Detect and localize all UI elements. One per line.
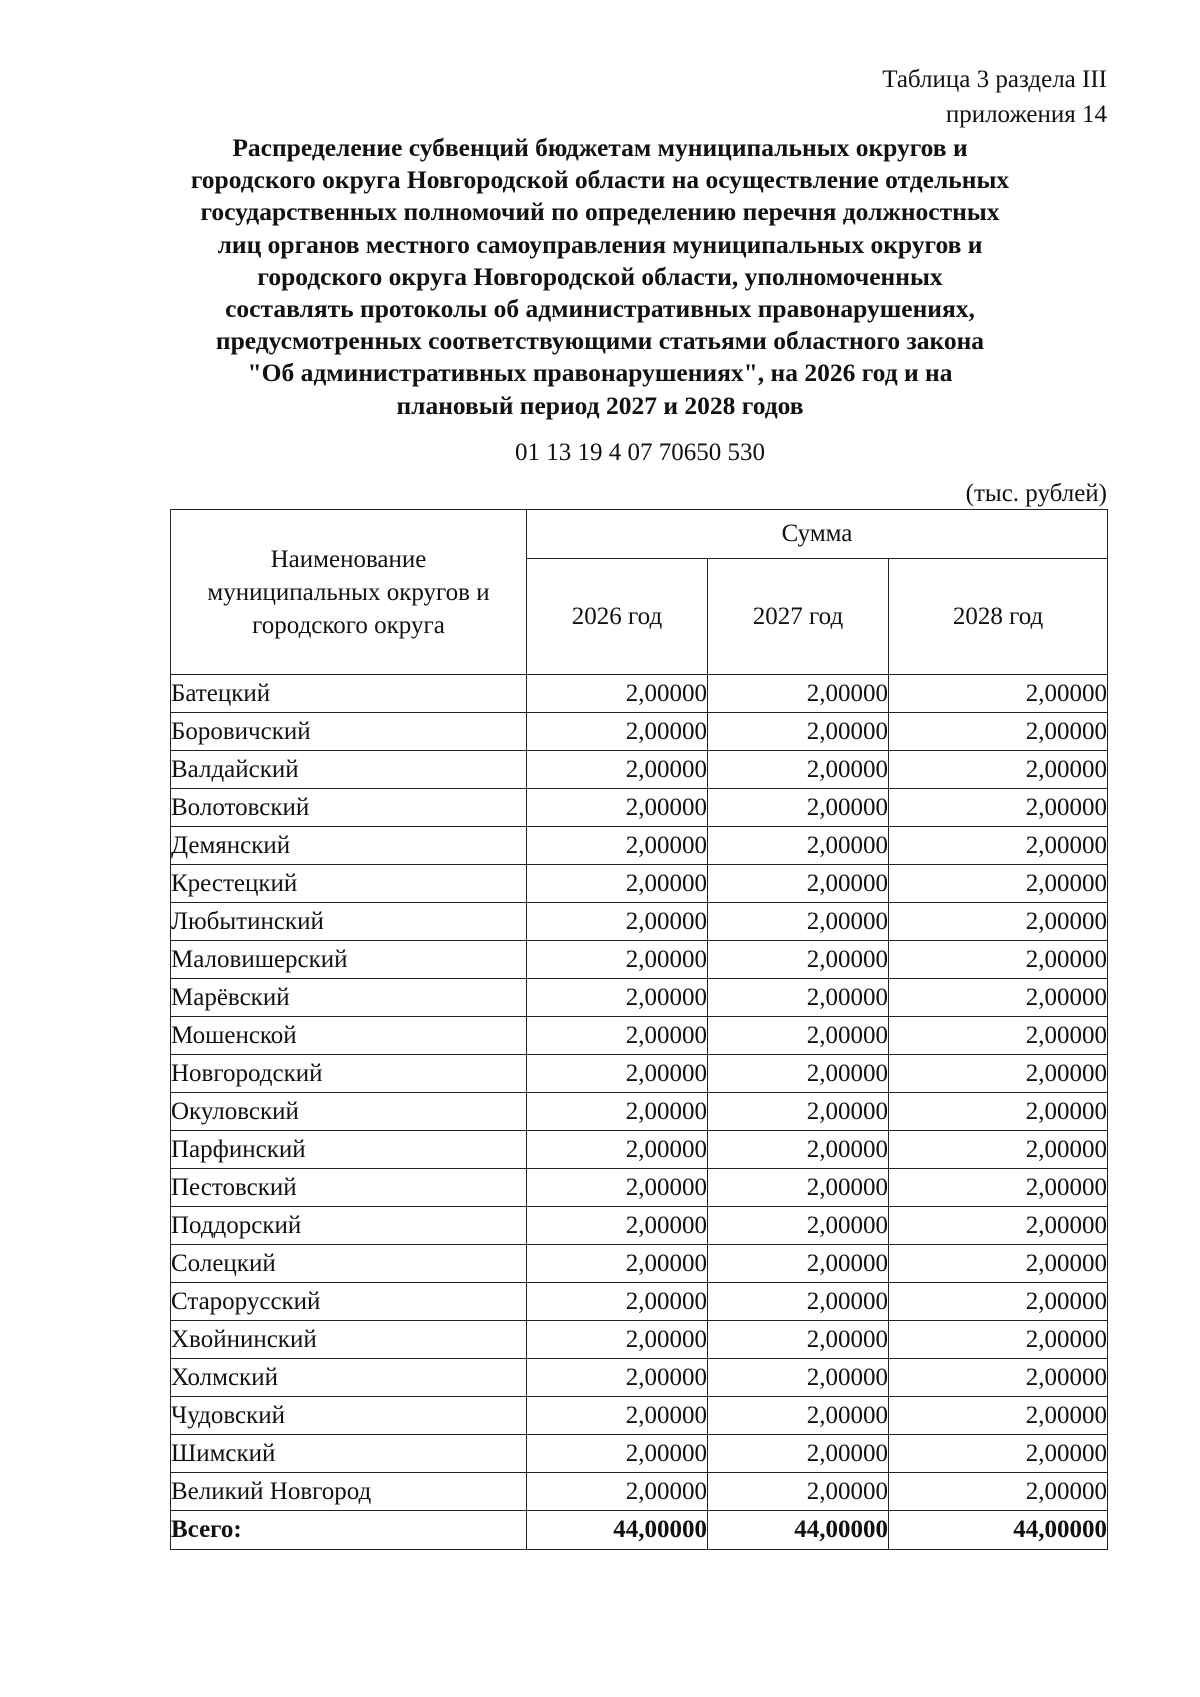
district-name: Демянский bbox=[171, 827, 527, 865]
table-row bbox=[171, 1283, 1108, 1321]
units-label: (тыс. рублей) bbox=[965, 480, 1107, 507]
column-header-2028: 2028 год bbox=[889, 559, 1108, 675]
district-name: Валдайский bbox=[171, 751, 527, 789]
value-2028: 2,00000 bbox=[889, 1359, 1108, 1397]
value-2028: 2,00000 bbox=[889, 675, 1108, 713]
district-name: Парфинский bbox=[171, 1131, 527, 1169]
table-row bbox=[171, 979, 1108, 1017]
title-line: лиц органов местного самоуправления муниципальных округов и bbox=[217, 229, 983, 259]
table-row bbox=[171, 1397, 1108, 1435]
value-2027: 2,00000 bbox=[708, 675, 889, 713]
title-line: предусмотренных соответствующими статьями областного закона bbox=[215, 326, 985, 356]
total-row bbox=[171, 1511, 1108, 1550]
value-2026: 2,00000 bbox=[527, 1321, 708, 1359]
title-line: государственных полномочий по определению перечня должностных bbox=[200, 197, 1000, 227]
title-line: плановый период 2027 и 2028 годов bbox=[396, 390, 804, 420]
value-2027: 2,00000 bbox=[708, 1435, 889, 1473]
table-row bbox=[171, 941, 1108, 979]
value-2027: 2,00000 bbox=[708, 1359, 889, 1397]
value-2026: 2,00000 bbox=[527, 941, 708, 979]
district-name: Марёвский bbox=[171, 979, 527, 1017]
value-2026: 2,00000 bbox=[527, 751, 708, 789]
value-2028: 2,00000 bbox=[889, 1093, 1108, 1131]
value-2027: 2,00000 bbox=[708, 1473, 889, 1511]
district-name: Крестецкий bbox=[171, 865, 527, 903]
value-2028: 2,00000 bbox=[889, 1055, 1108, 1093]
value-2028: 2,00000 bbox=[889, 1017, 1108, 1055]
value-2027: 2,00000 bbox=[708, 941, 889, 979]
value-2028: 2,00000 bbox=[889, 979, 1108, 1017]
district-name: Мошенской bbox=[171, 1017, 527, 1055]
value-2028: 2,00000 bbox=[889, 1207, 1108, 1245]
title-line: городского округа Новгородской области, уполномоченных bbox=[257, 261, 943, 291]
value-2027: 2,00000 bbox=[708, 1017, 889, 1055]
value-2026: 2,00000 bbox=[527, 979, 708, 1017]
district-name: Старорусский bbox=[171, 1283, 527, 1321]
district-name: Солецкий bbox=[171, 1245, 527, 1283]
table-body bbox=[171, 675, 1108, 1511]
value-2027: 2,00000 bbox=[708, 1245, 889, 1283]
value-2028: 2,00000 bbox=[889, 751, 1108, 789]
value-2027: 2,00000 bbox=[708, 1321, 889, 1359]
district-name: Шимский bbox=[171, 1435, 527, 1473]
total-label: Всего: bbox=[171, 1511, 527, 1550]
district-name: Пестовский bbox=[171, 1169, 527, 1207]
value-2026: 2,00000 bbox=[527, 1473, 708, 1511]
value-2028: 2,00000 bbox=[889, 1245, 1108, 1283]
value-2027: 2,00000 bbox=[708, 1055, 889, 1093]
value-2028: 2,00000 bbox=[889, 789, 1108, 827]
value-2028: 2,00000 bbox=[889, 713, 1108, 751]
value-2028: 2,00000 bbox=[889, 1131, 1108, 1169]
district-name: Поддорский bbox=[171, 1207, 527, 1245]
value-2027: 2,00000 bbox=[708, 1169, 889, 1207]
value-2028: 2,00000 bbox=[889, 865, 1108, 903]
district-name: Боровичский bbox=[171, 713, 527, 751]
value-2026: 2,00000 bbox=[527, 1169, 708, 1207]
value-2028: 2,00000 bbox=[889, 827, 1108, 865]
district-name: Великий Новгород bbox=[171, 1473, 527, 1511]
value-2028: 2,00000 bbox=[889, 941, 1108, 979]
district-name: Батецкий bbox=[171, 675, 527, 713]
column-header-name bbox=[171, 510, 527, 675]
title-line: "Об административных правонарушениях", на 2026 год и на bbox=[247, 358, 953, 388]
value-2026: 2,00000 bbox=[527, 1245, 708, 1283]
district-name: Холмский bbox=[171, 1359, 527, 1397]
budget-classification-code: 01 13 19 4 07 70650 530 bbox=[515, 439, 765, 466]
table-row bbox=[171, 1473, 1108, 1511]
value-2027: 2,00000 bbox=[708, 1283, 889, 1321]
value-2026: 2,00000 bbox=[527, 1017, 708, 1055]
table-row bbox=[171, 1245, 1108, 1283]
table-row bbox=[171, 713, 1108, 751]
value-2027: 2,00000 bbox=[708, 751, 889, 789]
value-2027: 2,00000 bbox=[708, 1397, 889, 1435]
value-2027: 2,00000 bbox=[708, 865, 889, 903]
value-2026: 2,00000 bbox=[527, 1207, 708, 1245]
district-name: Любытинский bbox=[171, 903, 527, 941]
value-2028: 2,00000 bbox=[889, 1397, 1108, 1435]
header-line: муниципальных округов и bbox=[207, 578, 490, 606]
district-name: Новгородский bbox=[171, 1055, 527, 1093]
district-name: Хвойнинский bbox=[171, 1321, 527, 1359]
table-row bbox=[171, 903, 1108, 941]
value-2026: 2,00000 bbox=[527, 1283, 708, 1321]
value-2027: 2,00000 bbox=[708, 1093, 889, 1131]
value-2026: 2,00000 bbox=[527, 1055, 708, 1093]
column-header-2026: 2026 год bbox=[527, 559, 708, 675]
table-row bbox=[171, 1359, 1108, 1397]
value-2026: 2,00000 bbox=[527, 713, 708, 751]
district-name: Волотовский bbox=[171, 789, 527, 827]
table-row bbox=[171, 1055, 1108, 1093]
value-2026: 2,00000 bbox=[527, 1131, 708, 1169]
table-row bbox=[171, 865, 1108, 903]
column-header-sum: Сумма bbox=[527, 510, 1108, 559]
value-2027: 2,00000 bbox=[708, 713, 889, 751]
table-row bbox=[171, 1017, 1108, 1055]
value-2027: 2,00000 bbox=[708, 789, 889, 827]
value-2028: 2,00000 bbox=[889, 903, 1108, 941]
value-2027: 2,00000 bbox=[708, 1207, 889, 1245]
value-2028: 2,00000 bbox=[889, 1321, 1108, 1359]
table-row bbox=[171, 1321, 1108, 1359]
reference-line: приложения 14 bbox=[945, 101, 1107, 128]
total-value-2026: 44,00000 bbox=[527, 1511, 708, 1550]
table-row bbox=[171, 1131, 1108, 1169]
column-header-2027: 2027 год bbox=[708, 559, 889, 675]
district-name: Окуловский bbox=[171, 1093, 527, 1131]
table-row bbox=[171, 1093, 1108, 1131]
value-2026: 2,00000 bbox=[527, 1435, 708, 1473]
table-row bbox=[171, 789, 1108, 827]
table-row bbox=[171, 827, 1108, 865]
title-line: городского округа Новгородской области на осуществление отдельных bbox=[190, 165, 1010, 195]
value-2028: 2,00000 bbox=[889, 1473, 1108, 1511]
document-title bbox=[150, 132, 1050, 422]
value-2027: 2,00000 bbox=[708, 979, 889, 1017]
subsidy-table bbox=[170, 509, 1108, 1550]
value-2027: 2,00000 bbox=[708, 827, 889, 865]
value-2027: 2,00000 bbox=[708, 1131, 889, 1169]
value-2026: 2,00000 bbox=[527, 1397, 708, 1435]
value-2026: 2,00000 bbox=[527, 865, 708, 903]
value-2026: 2,00000 bbox=[527, 1093, 708, 1131]
district-name: Маловишерский bbox=[171, 941, 527, 979]
value-2026: 2,00000 bbox=[527, 903, 708, 941]
value-2028: 2,00000 bbox=[889, 1435, 1108, 1473]
table-row bbox=[171, 1169, 1108, 1207]
table-row bbox=[171, 1435, 1108, 1473]
header-line: Наименование bbox=[270, 545, 427, 573]
table-row bbox=[171, 751, 1108, 789]
district-name: Чудовский bbox=[171, 1397, 527, 1435]
value-2028: 2,00000 bbox=[889, 1283, 1108, 1321]
table-row bbox=[171, 675, 1108, 713]
value-2027: 2,00000 bbox=[708, 903, 889, 941]
value-2026: 2,00000 bbox=[527, 827, 708, 865]
value-2026: 2,00000 bbox=[527, 1359, 708, 1397]
value-2026: 2,00000 bbox=[527, 789, 708, 827]
title-line: составлять протоколы об административных правонарушениях, bbox=[225, 294, 975, 324]
reference-line: Таблица 3 раздела III bbox=[882, 66, 1107, 93]
total-value-2027: 44,00000 bbox=[708, 1511, 889, 1550]
table-row bbox=[171, 1207, 1108, 1245]
total-value-2028: 44,00000 bbox=[889, 1511, 1108, 1550]
title-line: Распределение субвенций бюджетам муниципальных округов и bbox=[232, 133, 968, 162]
value-2026: 2,00000 bbox=[527, 675, 708, 713]
value-2028: 2,00000 bbox=[889, 1169, 1108, 1207]
table-reference bbox=[882, 62, 1107, 132]
header-line: городского округа bbox=[252, 611, 445, 639]
